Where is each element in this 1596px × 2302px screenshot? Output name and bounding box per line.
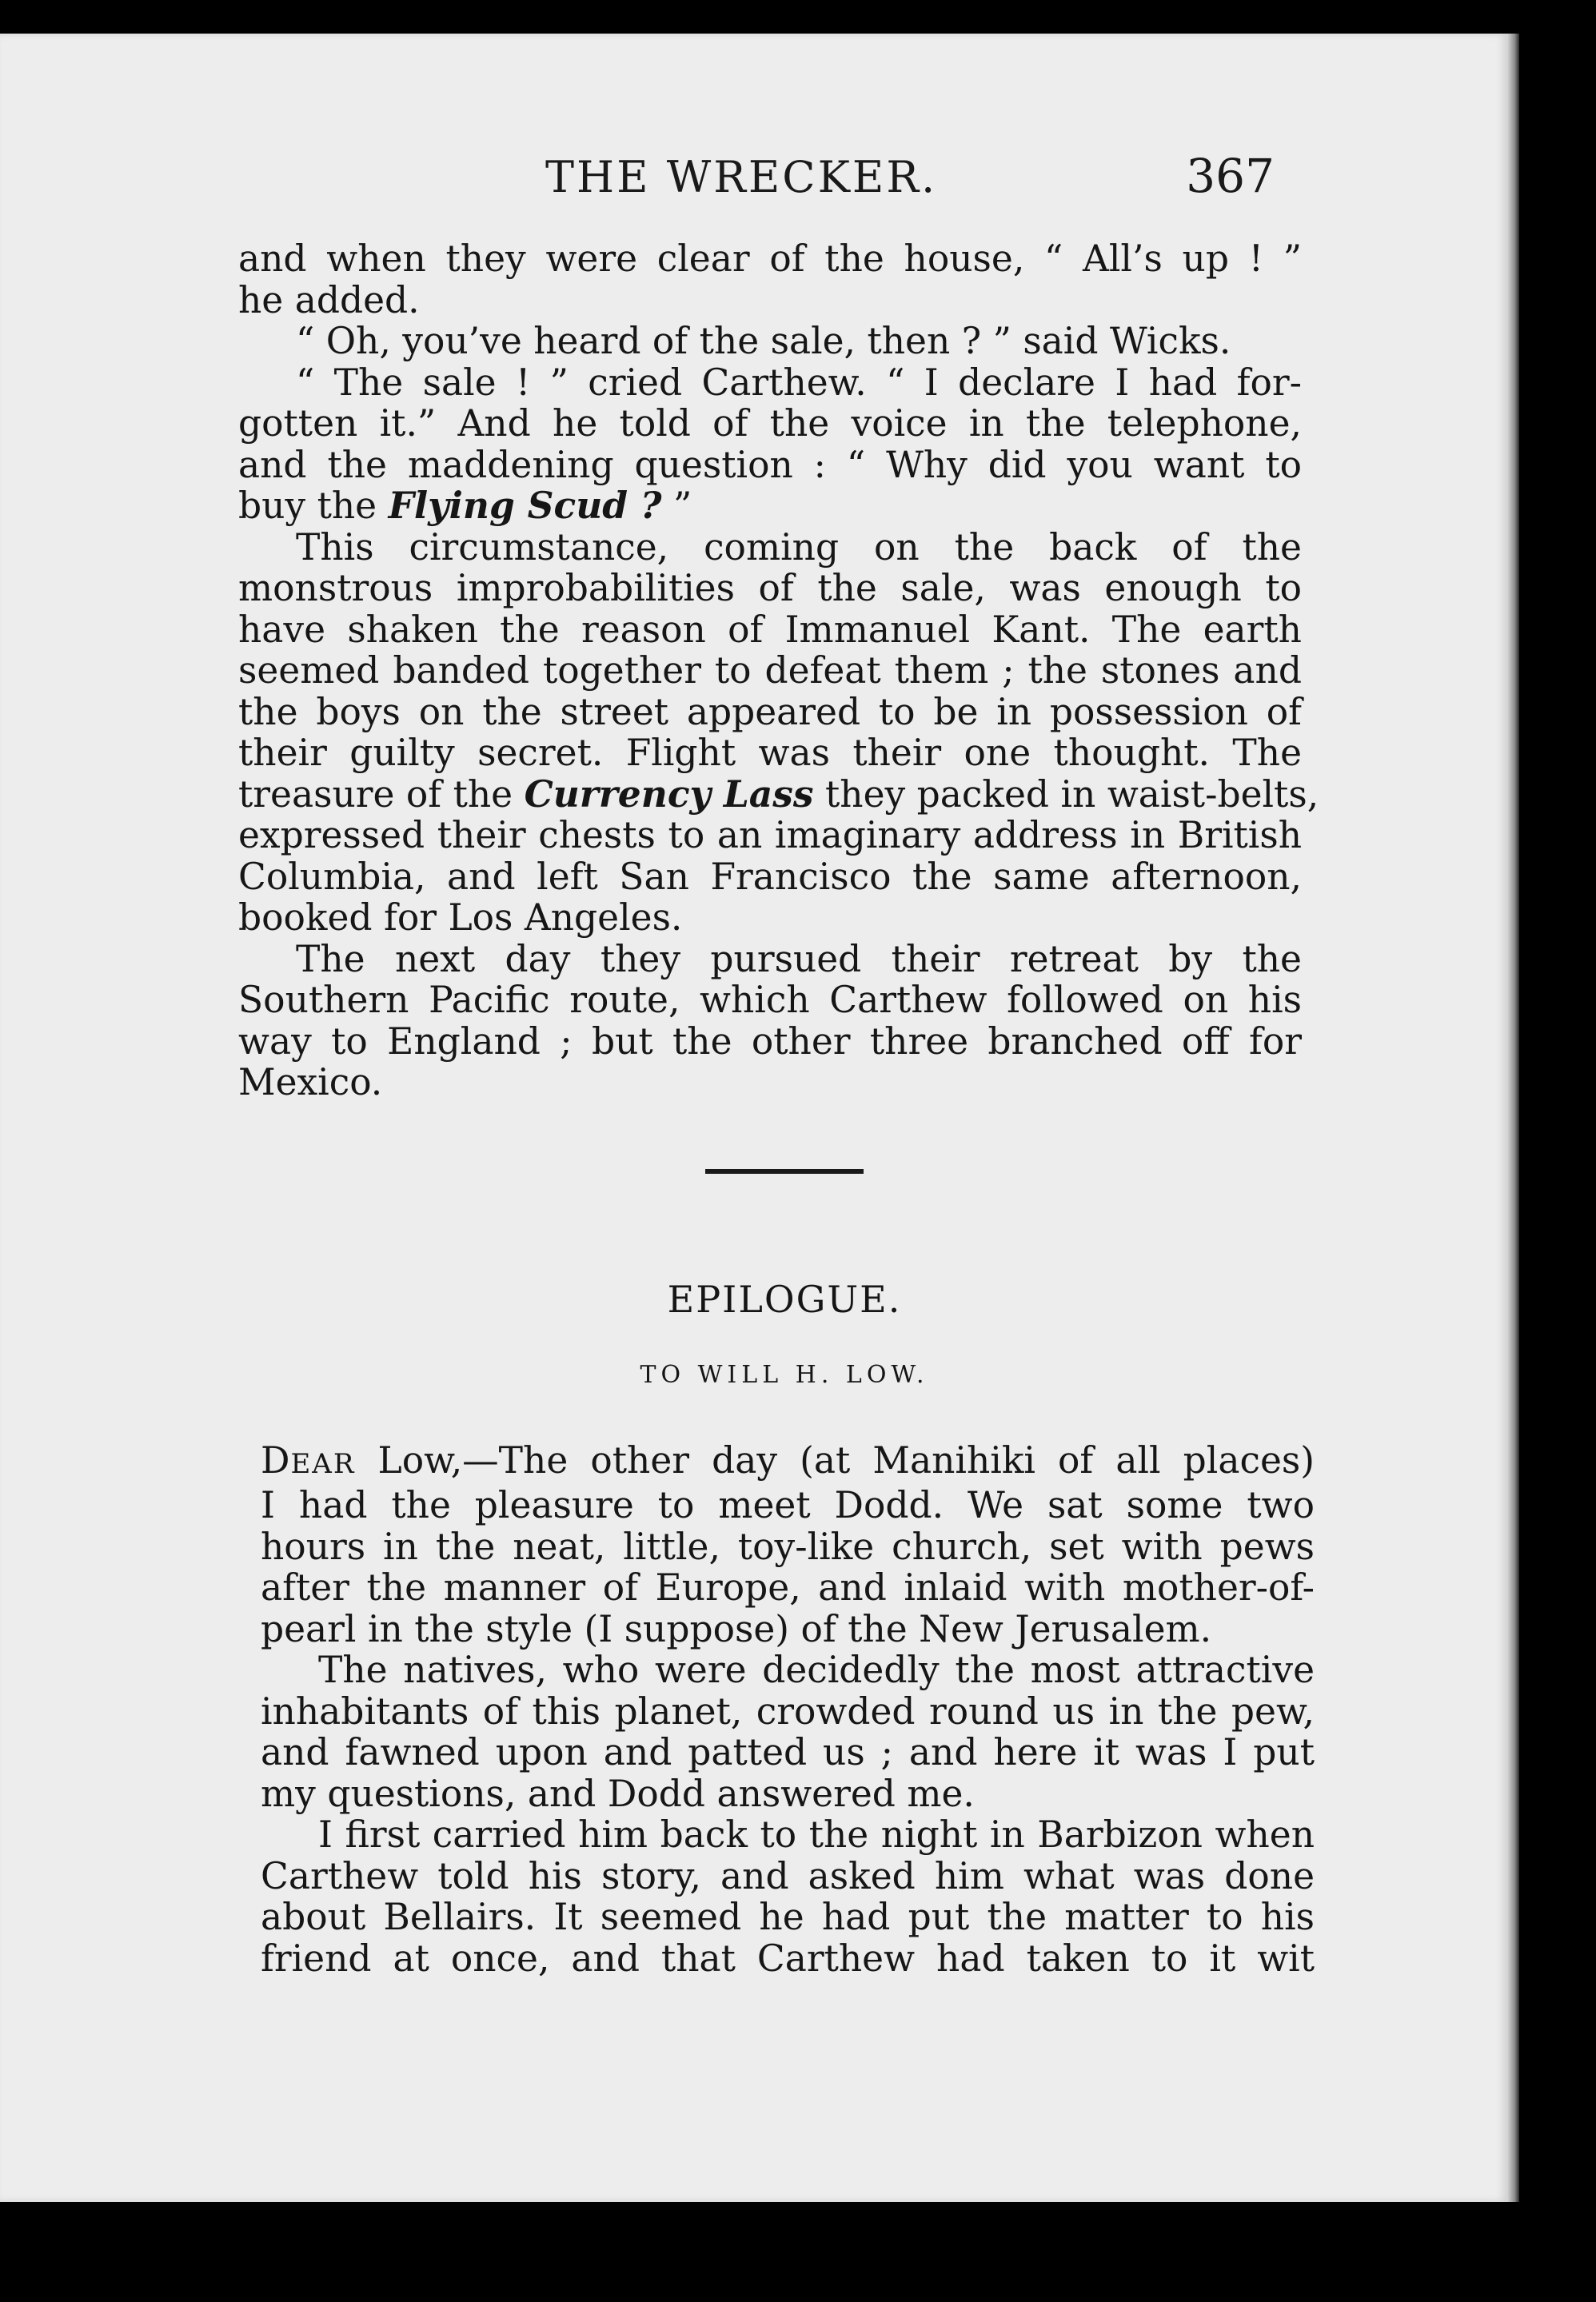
text-line: the boys on the street appeared to be in possession of [238, 690, 1302, 733]
text-line: gotten it.” And he told of the voice in the telephone, [238, 402, 1302, 445]
text-line: Southern Pacific route, which Carthew followed on his [238, 979, 1302, 1021]
ship-name-currency-lass: Currency Lass [524, 772, 814, 816]
text-line: The next day they pursued their retreat by the [296, 937, 1302, 980]
text-line: The natives, who were decidedly the most attractive [318, 1649, 1315, 1691]
text-line [238, 485, 1302, 527]
dedication-line: TO WILL H. LOW. [640, 1360, 929, 1389]
salutation [261, 1439, 355, 1482]
text-line: and the maddening question : “ Why did you want to [238, 443, 1302, 486]
text-line: monstrous improbabilities of the sale, was enough to [238, 567, 1302, 609]
text-fragment: treasure of the [238, 772, 525, 816]
text-fragment: Low,—The other day (at Manihiki of all places) [355, 1438, 1315, 1482]
epilogue-text [261, 1440, 1315, 1980]
page-edge [1508, 34, 1519, 2202]
text-line: their guilty secret. Flight was their one thought. The [238, 732, 1302, 774]
text-line: “ Oh, you’ve heard of the sale, then ? ” said Wicks. [296, 320, 1231, 362]
salutation-smallcaps: EAR [290, 1447, 356, 1480]
text-line: booked for Los Angeles. [238, 896, 683, 939]
page-content [238, 144, 1319, 1980]
text-line: Columbia, and left San Francisco the same afternoon, [238, 855, 1302, 898]
text-line [261, 1440, 1315, 1486]
text-line: seemed banded together to defeat them ; the stones and [238, 649, 1302, 692]
text-fragment: they packed in waist-belts, [813, 772, 1319, 816]
text-line: and when they were clear of the house, “ All’s up ! ” [238, 237, 1302, 280]
text-line: expressed their chests to an imaginary address in British [238, 814, 1302, 856]
page-number: 367 [1186, 149, 1275, 203]
text-line: about Bellairs. It seemed he had put the matter to his [261, 1896, 1315, 1938]
text-line: inhabitants of this planet, crowded round us in the pew, [261, 1690, 1315, 1733]
text-line: pearl in the style (I suppose) of the New Jerusalem. [261, 1607, 1212, 1650]
text-line: he added. [238, 278, 420, 321]
text-line: my questions, and Dodd answered me. [261, 1772, 975, 1815]
text-fragment: ” [661, 485, 692, 527]
text-line: Carthew told his story, and asked him what was done [261, 1854, 1315, 1897]
text-line: This circumstance, coming on the back of the [296, 525, 1302, 569]
chapter-text [238, 237, 1319, 1103]
text-line: “ The sale ! ” cried Carthew. “ I declare I had for- [296, 361, 1302, 404]
text-line: I first carried him back to the night in Barbizon when [318, 1813, 1315, 1856]
running-title: THE WRECKER. [545, 152, 938, 202]
text-line: after the manner of Europe, and inlaid with mother-of- [261, 1566, 1315, 1609]
text-line: Mexico. [238, 1061, 383, 1103]
text-fragment: buy the [238, 485, 389, 527]
section-divider [705, 1169, 864, 1174]
salutation-initial: D [261, 1438, 291, 1482]
epilogue-heading: EPILOGUE. [667, 1277, 902, 1321]
running-head [238, 144, 1302, 216]
text-line: have shaken the reason of Immanuel Kant. The earth [238, 608, 1302, 651]
text-line [238, 772, 1319, 816]
text-line: friend at once, and that Carthew had taken to it wit [261, 1937, 1315, 1980]
text-line: way to England ; but the other three branched off for [238, 1019, 1302, 1063]
text-line: hours in the neat, little, toy-like church, set with pews [261, 1525, 1315, 1568]
text-line: and fawned upon and patted us ; and here it was I put [261, 1731, 1315, 1773]
ship-name-flying-scud: Flying Scud ? [388, 484, 662, 527]
text-line: I had the pleasure to meet Dodd. We sat some two [261, 1484, 1315, 1526]
